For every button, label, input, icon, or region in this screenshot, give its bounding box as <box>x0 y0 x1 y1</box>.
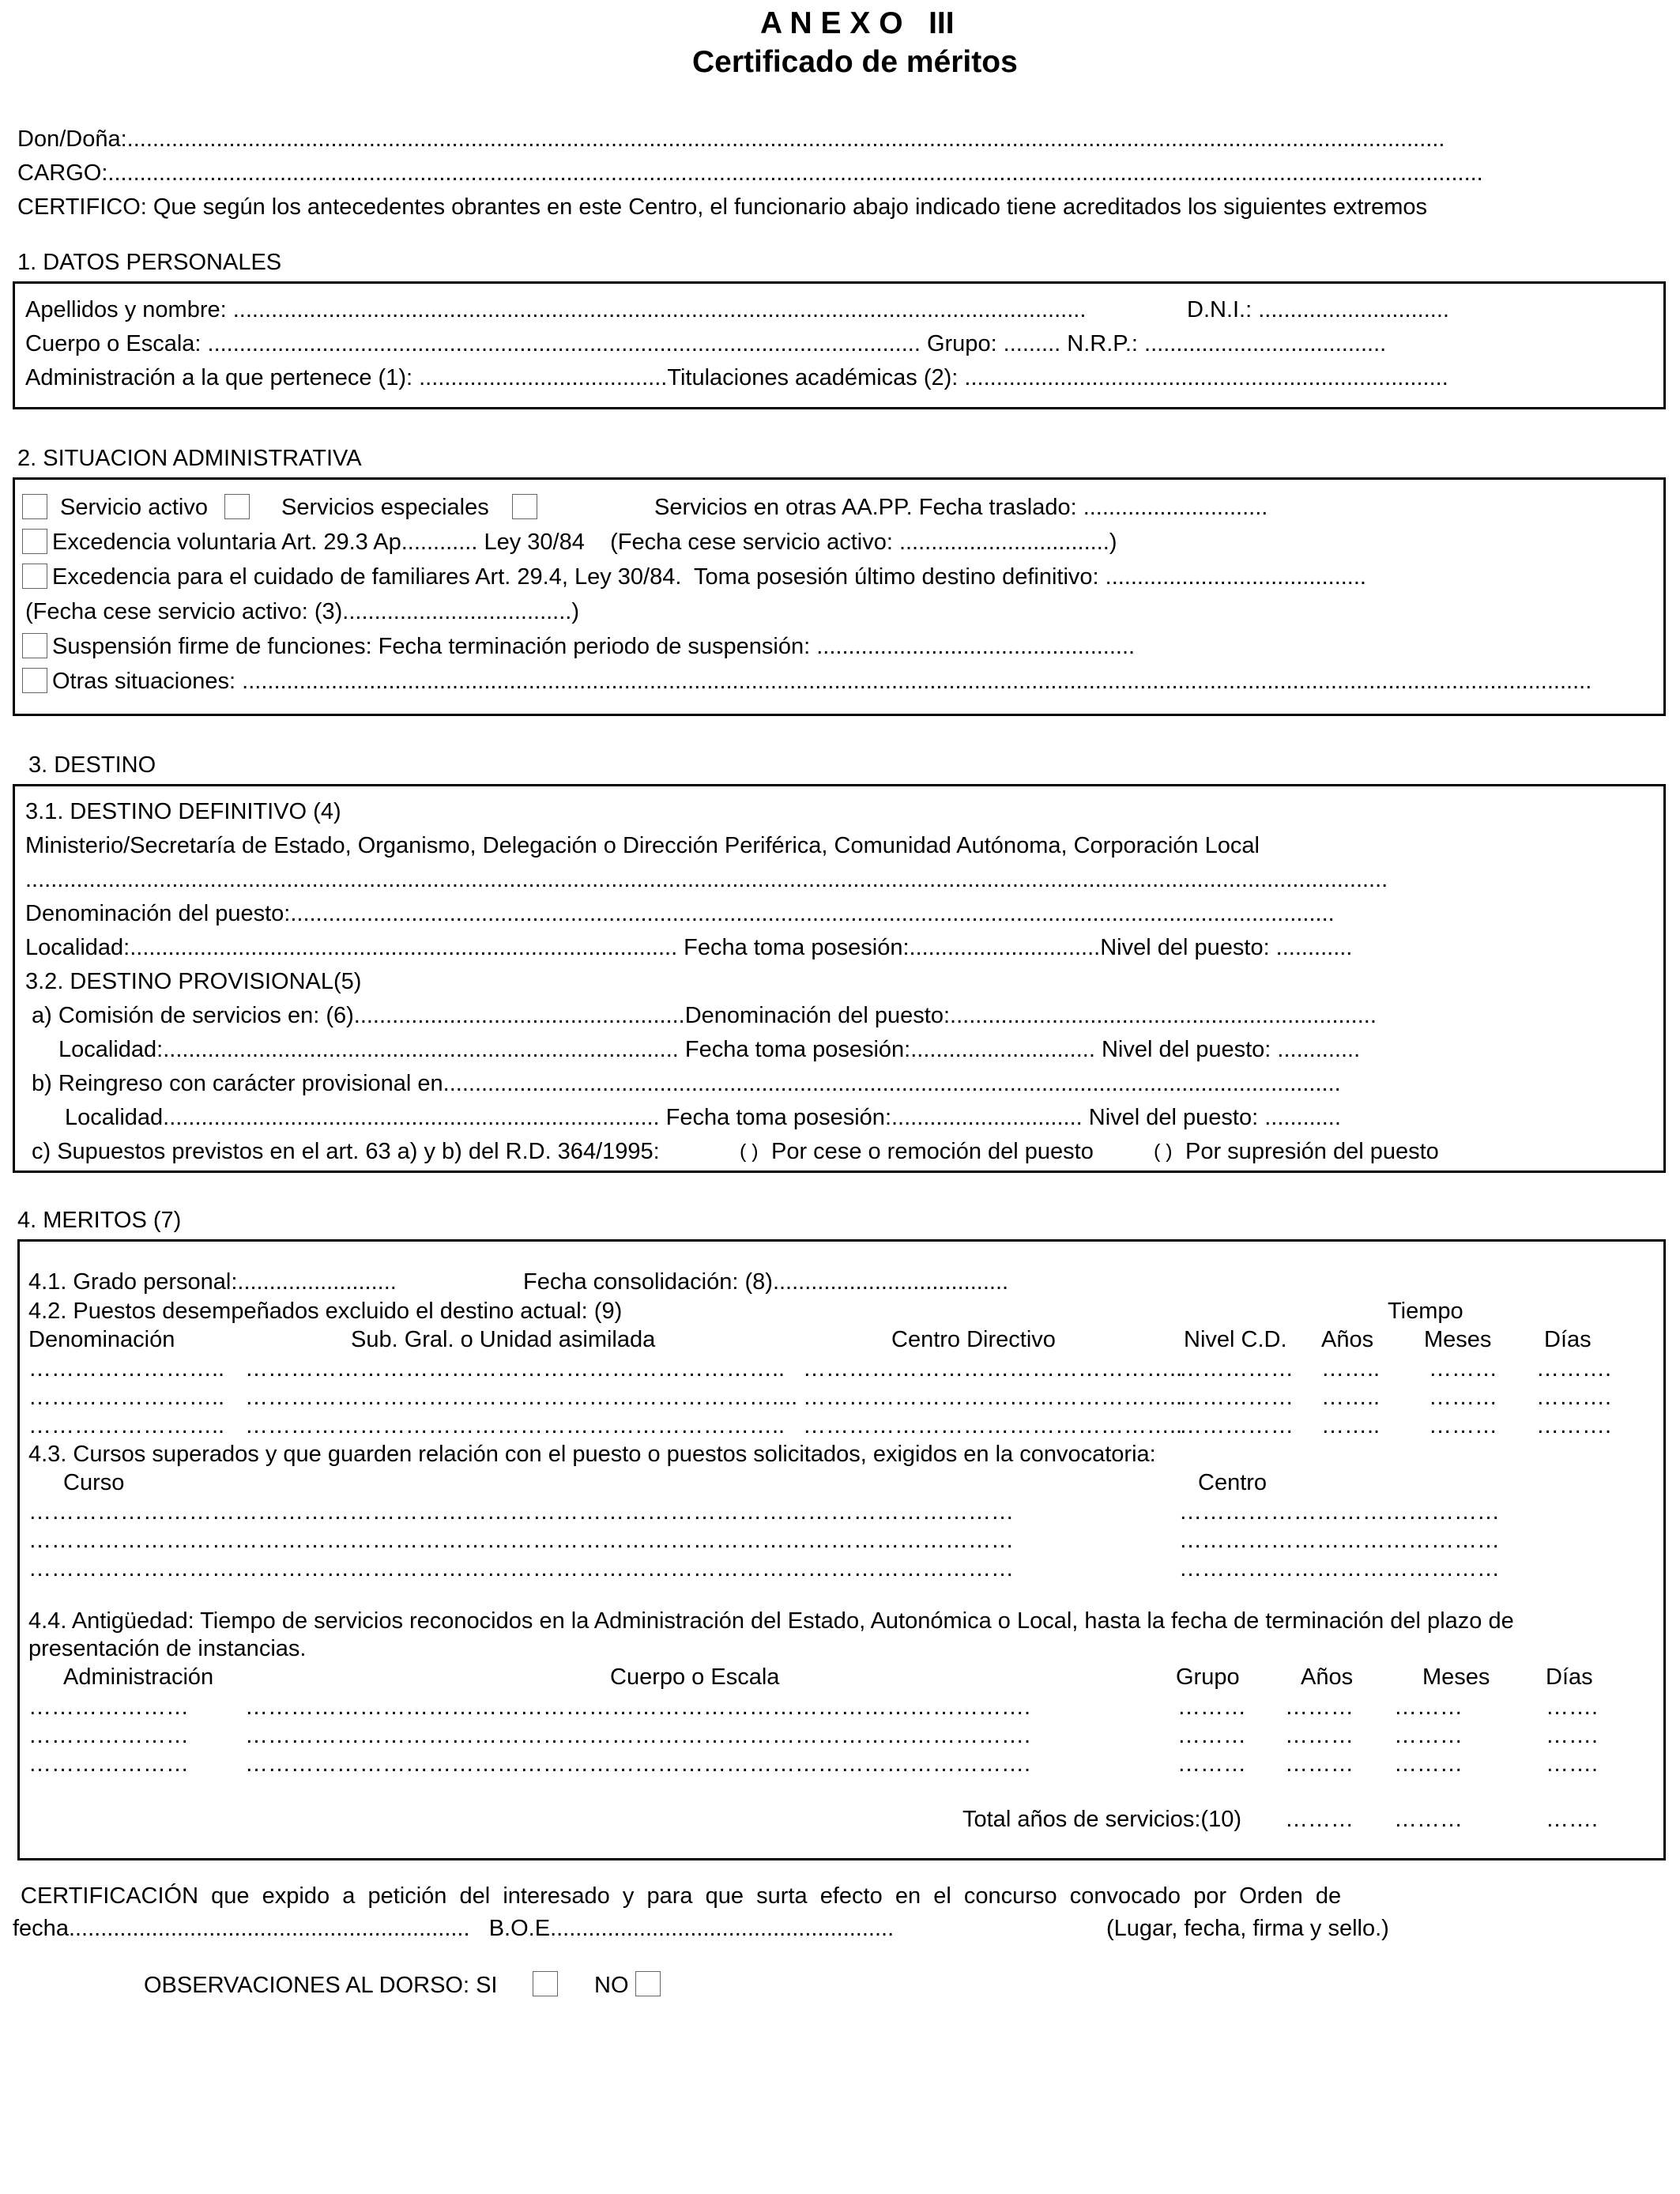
antiguedad-row-3-cuerpo: …………………………………………………………………………………………. <box>245 1751 1031 1777</box>
col-administracion: Administración <box>63 1664 214 1690</box>
col-meses: Meses <box>1424 1327 1492 1352</box>
cursos-heading: 4.3. Cursos superados y que guarden relación con el puesto o puestos solicitados, exigidos en la convocatoria: <box>28 1442 1156 1467</box>
antiguedad-heading-cont: presentación de instancias. <box>28 1636 307 1661</box>
antiguedad-row-1-dias: ……. <box>1546 1695 1599 1720</box>
reingreso-localidad-line: Localidad.............................................................................. Fecha toma posesión:.............................. Nivel del puesto: ............ <box>65 1105 1341 1130</box>
section-3-heading: 3. DESTINO <box>28 752 156 778</box>
puestos-heading: 4.2. Puestos desempeñados excluido el destino actual: (9) <box>28 1299 623 1324</box>
col-dias: Días <box>1544 1327 1591 1352</box>
total-anos-label: Total años de servicios:(10) <box>962 1807 1241 1832</box>
servicios-especiales-checkbox[interactable] <box>224 494 250 519</box>
cese-parentheses[interactable]: ( ) <box>740 1140 759 1163</box>
puesto-row-3-subgral: …………………………………………………………….. <box>245 1413 785 1438</box>
antiguedad-row-1-anos: ……… <box>1285 1695 1354 1720</box>
total-meses-value: ……… <box>1394 1807 1463 1832</box>
curso-row-2: ………………………………………………………………………………………………………………… <box>28 1528 1014 1553</box>
observaciones-no-label: NO <box>594 1973 629 1998</box>
puesto-row-1-denominacion: …………………….. <box>28 1356 225 1382</box>
servicio-activo-checkbox[interactable] <box>22 494 47 519</box>
puesto-row-3-dias: ………. <box>1536 1413 1612 1438</box>
col-dias-2: Días <box>1546 1664 1593 1690</box>
col-curso: Curso <box>63 1470 125 1495</box>
col-grupo: Grupo <box>1176 1664 1240 1690</box>
ministerio-dots: ...................................................................................................................................................................................................................... <box>25 867 1388 892</box>
puesto-row-1-centro: ………………………………………….. <box>803 1356 1183 1382</box>
otras-aapp-checkbox[interactable] <box>512 494 537 519</box>
col-nivel-cd: Nivel C.D. <box>1184 1327 1287 1352</box>
antiguedad-row-1-cuerpo: …………………………………………………………………………………………. <box>245 1695 1031 1720</box>
puesto-row-2-dias: ………. <box>1536 1385 1612 1410</box>
puesto-row-3-nivel: …………… <box>1179 1413 1294 1438</box>
observaciones-si-checkbox[interactable] <box>533 1971 558 1996</box>
page-title: Certificado de méritos <box>692 45 1018 79</box>
suspension-checkbox[interactable] <box>22 633 47 658</box>
antiguedad-row-3-dias: ……. <box>1546 1751 1599 1777</box>
puesto-row-2-nivel: …………… <box>1179 1385 1294 1410</box>
curso-row-1: ………………………………………………………………………………………………………………… <box>28 1499 1014 1525</box>
col-meses-2: Meses <box>1422 1664 1490 1690</box>
antiguedad-row-3-anos: ……… <box>1285 1751 1354 1777</box>
observaciones-no-checkbox[interactable] <box>635 1971 661 1996</box>
antiguedad-row-3-admin: ………………… <box>28 1751 189 1777</box>
puesto-row-1-anos: …….. <box>1321 1356 1381 1382</box>
puesto-row-2-subgral: …………………………………………………………….... <box>245 1385 798 1410</box>
total-anos-value: ……… <box>1285 1807 1354 1832</box>
antiguedad-row-1-admin: ………………… <box>28 1695 189 1720</box>
antiguedad-row-3-grupo: ……… <box>1177 1751 1246 1777</box>
puesto-row-2-denominacion: …………………….. <box>28 1385 225 1410</box>
puesto-row-2-anos: …….. <box>1321 1385 1381 1410</box>
section-1-heading: 1. DATOS PERSONALES <box>17 250 282 275</box>
certificacion-text: CERTIFICACIÓN que expido a petición del interesado y para que surta efecto en el concurso convocado por Orden de <box>21 1883 1342 1909</box>
antiguedad-row-2-meses: ……… <box>1394 1723 1463 1748</box>
puesto-row-1-subgral: …………………………………………………………….. <box>245 1356 785 1382</box>
destino-provisional-heading: 3.2. DESTINO PROVISIONAL(5) <box>25 969 362 994</box>
fecha-boe-line: fecha............................................................... B.O.E...................................................... <box>13 1916 895 1941</box>
otras-aapp-label: Servicios en otras AA.PP. Fecha traslado: ............................. <box>654 495 1268 520</box>
administracion-line: Administración a la que pertenece (1): .......................................Titulaciones académicas (2): ............................................................................ <box>25 365 1448 390</box>
col-centro-directivo: Centro Directivo <box>891 1327 1056 1352</box>
apellidos-line: Apellidos y nombre: ...................................................................................................................................... <box>25 297 1087 322</box>
puesto-row-2-meses: ……… <box>1429 1385 1497 1410</box>
section-4-heading: 4. MERITOS (7) <box>17 1208 182 1233</box>
cuerpo-line: Cuerpo o Escala: ................................................................................................................ Grupo: ......... N.R.P.: ...................................... <box>25 331 1387 356</box>
puesto-row-1-meses: ……… <box>1429 1356 1497 1382</box>
excedencia-familiares-label: Excedencia para el cuidado de familiares Art. 29.4, Ley 30/84. Toma posesión último destino definitivo: ......................................... <box>52 564 1366 590</box>
servicios-especiales-label: Servicios especiales <box>281 495 489 520</box>
col-denominacion: Denominación <box>28 1327 175 1352</box>
lugar-fecha-firma: (Lugar, fecha, firma y sello.) <box>1106 1916 1389 1941</box>
curso-row-1-centro: …………………………………… <box>1179 1499 1500 1525</box>
tiempo-label: Tiempo <box>1388 1299 1463 1324</box>
antiguedad-row-2-cuerpo: …………………………………………………………………………………………. <box>245 1723 1031 1748</box>
fecha-cese-line: (Fecha cese servicio activo: (3)....................................) <box>25 599 580 624</box>
antiguedad-row-2-anos: ……… <box>1285 1723 1354 1748</box>
fecha-consolidacion-line: Fecha consolidación: (8)..................................... <box>523 1269 1009 1295</box>
puesto-row-1-nivel: …………… <box>1179 1356 1294 1382</box>
antiguedad-row-1-meses: ……… <box>1394 1695 1463 1720</box>
col-centro: Centro <box>1198 1470 1268 1495</box>
cargo-line: CARGO:........................................................................................................................................................................................................................ <box>17 160 1483 186</box>
puesto-row-2-centro: ………………………………………….. <box>803 1385 1183 1410</box>
col-subgral: Sub. Gral. o Unidad asimilada <box>351 1327 656 1352</box>
otras-situaciones-checkbox[interactable] <box>22 668 47 693</box>
annex-title: A N E X O III <box>760 6 955 40</box>
puesto-row-3-denominacion: …………………….. <box>28 1413 225 1438</box>
grado-personal-line: 4.1. Grado personal:......................... <box>28 1269 397 1295</box>
col-anos: Años <box>1321 1327 1374 1352</box>
observaciones-label: OBSERVACIONES AL DORSO: SI <box>144 1973 498 1998</box>
col-anos-2: Años <box>1301 1664 1354 1690</box>
supresion-label: Por supresión del puesto <box>1185 1139 1439 1164</box>
reingreso-line: b) Reingreso con carácter provisional en............................................................................................................................................. <box>32 1071 1341 1096</box>
antiguedad-row-1-grupo: ……… <box>1177 1695 1246 1720</box>
antiguedad-row-2-dias: ……. <box>1546 1723 1599 1748</box>
antiguedad-row-2-grupo: ……… <box>1177 1723 1246 1748</box>
supuestos-line: c) Supuestos previstos en el art. 63 a) y b) del R.D. 364/1995: <box>32 1139 660 1164</box>
antiguedad-row-2-admin: ………………… <box>28 1723 189 1748</box>
excedencia-voluntaria-label: Excedencia voluntaria Art. 29.3 Ap............ Ley 30/84 (Fecha cese servicio activo: .................................) <box>52 530 1117 555</box>
antiguedad-heading: 4.4. Antigüedad: Tiempo de servicios reconocidos en la Administración del Estado, Autonómica o Local, hasta la fecha de terminación del plazo de <box>28 1608 1514 1634</box>
total-dias-value: ……. <box>1546 1807 1599 1832</box>
curso-row-3-centro: …………………………………… <box>1179 1556 1500 1581</box>
dni-line: D.N.I.: .............................. <box>1187 297 1449 322</box>
certifico-text: CERTIFICO: Que según los antecedentes obrantes en este Centro, el funcionario abajo indicado tiene acreditados los siguientes extremos <box>17 194 1427 220</box>
section-2-heading: 2. SITUACION ADMINISTRATIVA <box>17 446 362 471</box>
localidad-line: Localidad:...................................................................................... Fecha toma posesión:..............................Nivel del puesto: ............ <box>25 935 1353 960</box>
comision-localidad-line: Localidad:................................................................................. Fecha toma posesión:............................. Nivel del puesto: ............. <box>58 1037 1361 1062</box>
destino-definitivo-heading: 3.1. DESTINO DEFINITIVO (4) <box>25 799 341 824</box>
puesto-row-1-dias: ………. <box>1536 1356 1612 1382</box>
excedencia-voluntaria-checkbox[interactable] <box>22 529 47 554</box>
ministerio-line: Ministerio/Secretaría de Estado, Organismo, Delegación o Dirección Periférica, Comunidad Autónoma, Corporación Local <box>25 833 1260 858</box>
curso-row-2-centro: …………………………………… <box>1179 1528 1500 1553</box>
curso-row-3: ………………………………………………………………………………………………………………… <box>28 1556 1014 1581</box>
puesto-row-3-anos: …….. <box>1321 1413 1381 1438</box>
excedencia-familiares-checkbox[interactable] <box>22 564 47 589</box>
comision-line: a) Comisión de servicios en: (6)....................................................Denominación del puesto:................................................................... <box>32 1003 1377 1028</box>
col-cuerpo-escala: Cuerpo o Escala <box>610 1664 780 1690</box>
puesto-row-3-centro: ………………………………………….. <box>803 1413 1183 1438</box>
servicio-activo-label: Servicio activo <box>60 495 208 520</box>
cese-label: Por cese o remoción del puesto <box>771 1139 1094 1164</box>
puesto-row-3-meses: ……… <box>1429 1413 1497 1438</box>
suspension-label: Suspensión firme de funciones: Fecha terminación periodo de suspensión: .................................................. <box>52 634 1136 659</box>
denominacion-puesto-line: Denominación del puesto:.................................................................................................................................................................... <box>25 901 1335 926</box>
don-line: Don/Doña:............................................................................................................................................................................................................... <box>17 126 1445 152</box>
supresion-parentheses[interactable]: ( ) <box>1154 1140 1173 1163</box>
antiguedad-row-3-meses: ……… <box>1394 1751 1463 1777</box>
otras-situaciones-label: Otras situaciones: .................................................................................................................................................................................................................... <box>52 669 1592 694</box>
